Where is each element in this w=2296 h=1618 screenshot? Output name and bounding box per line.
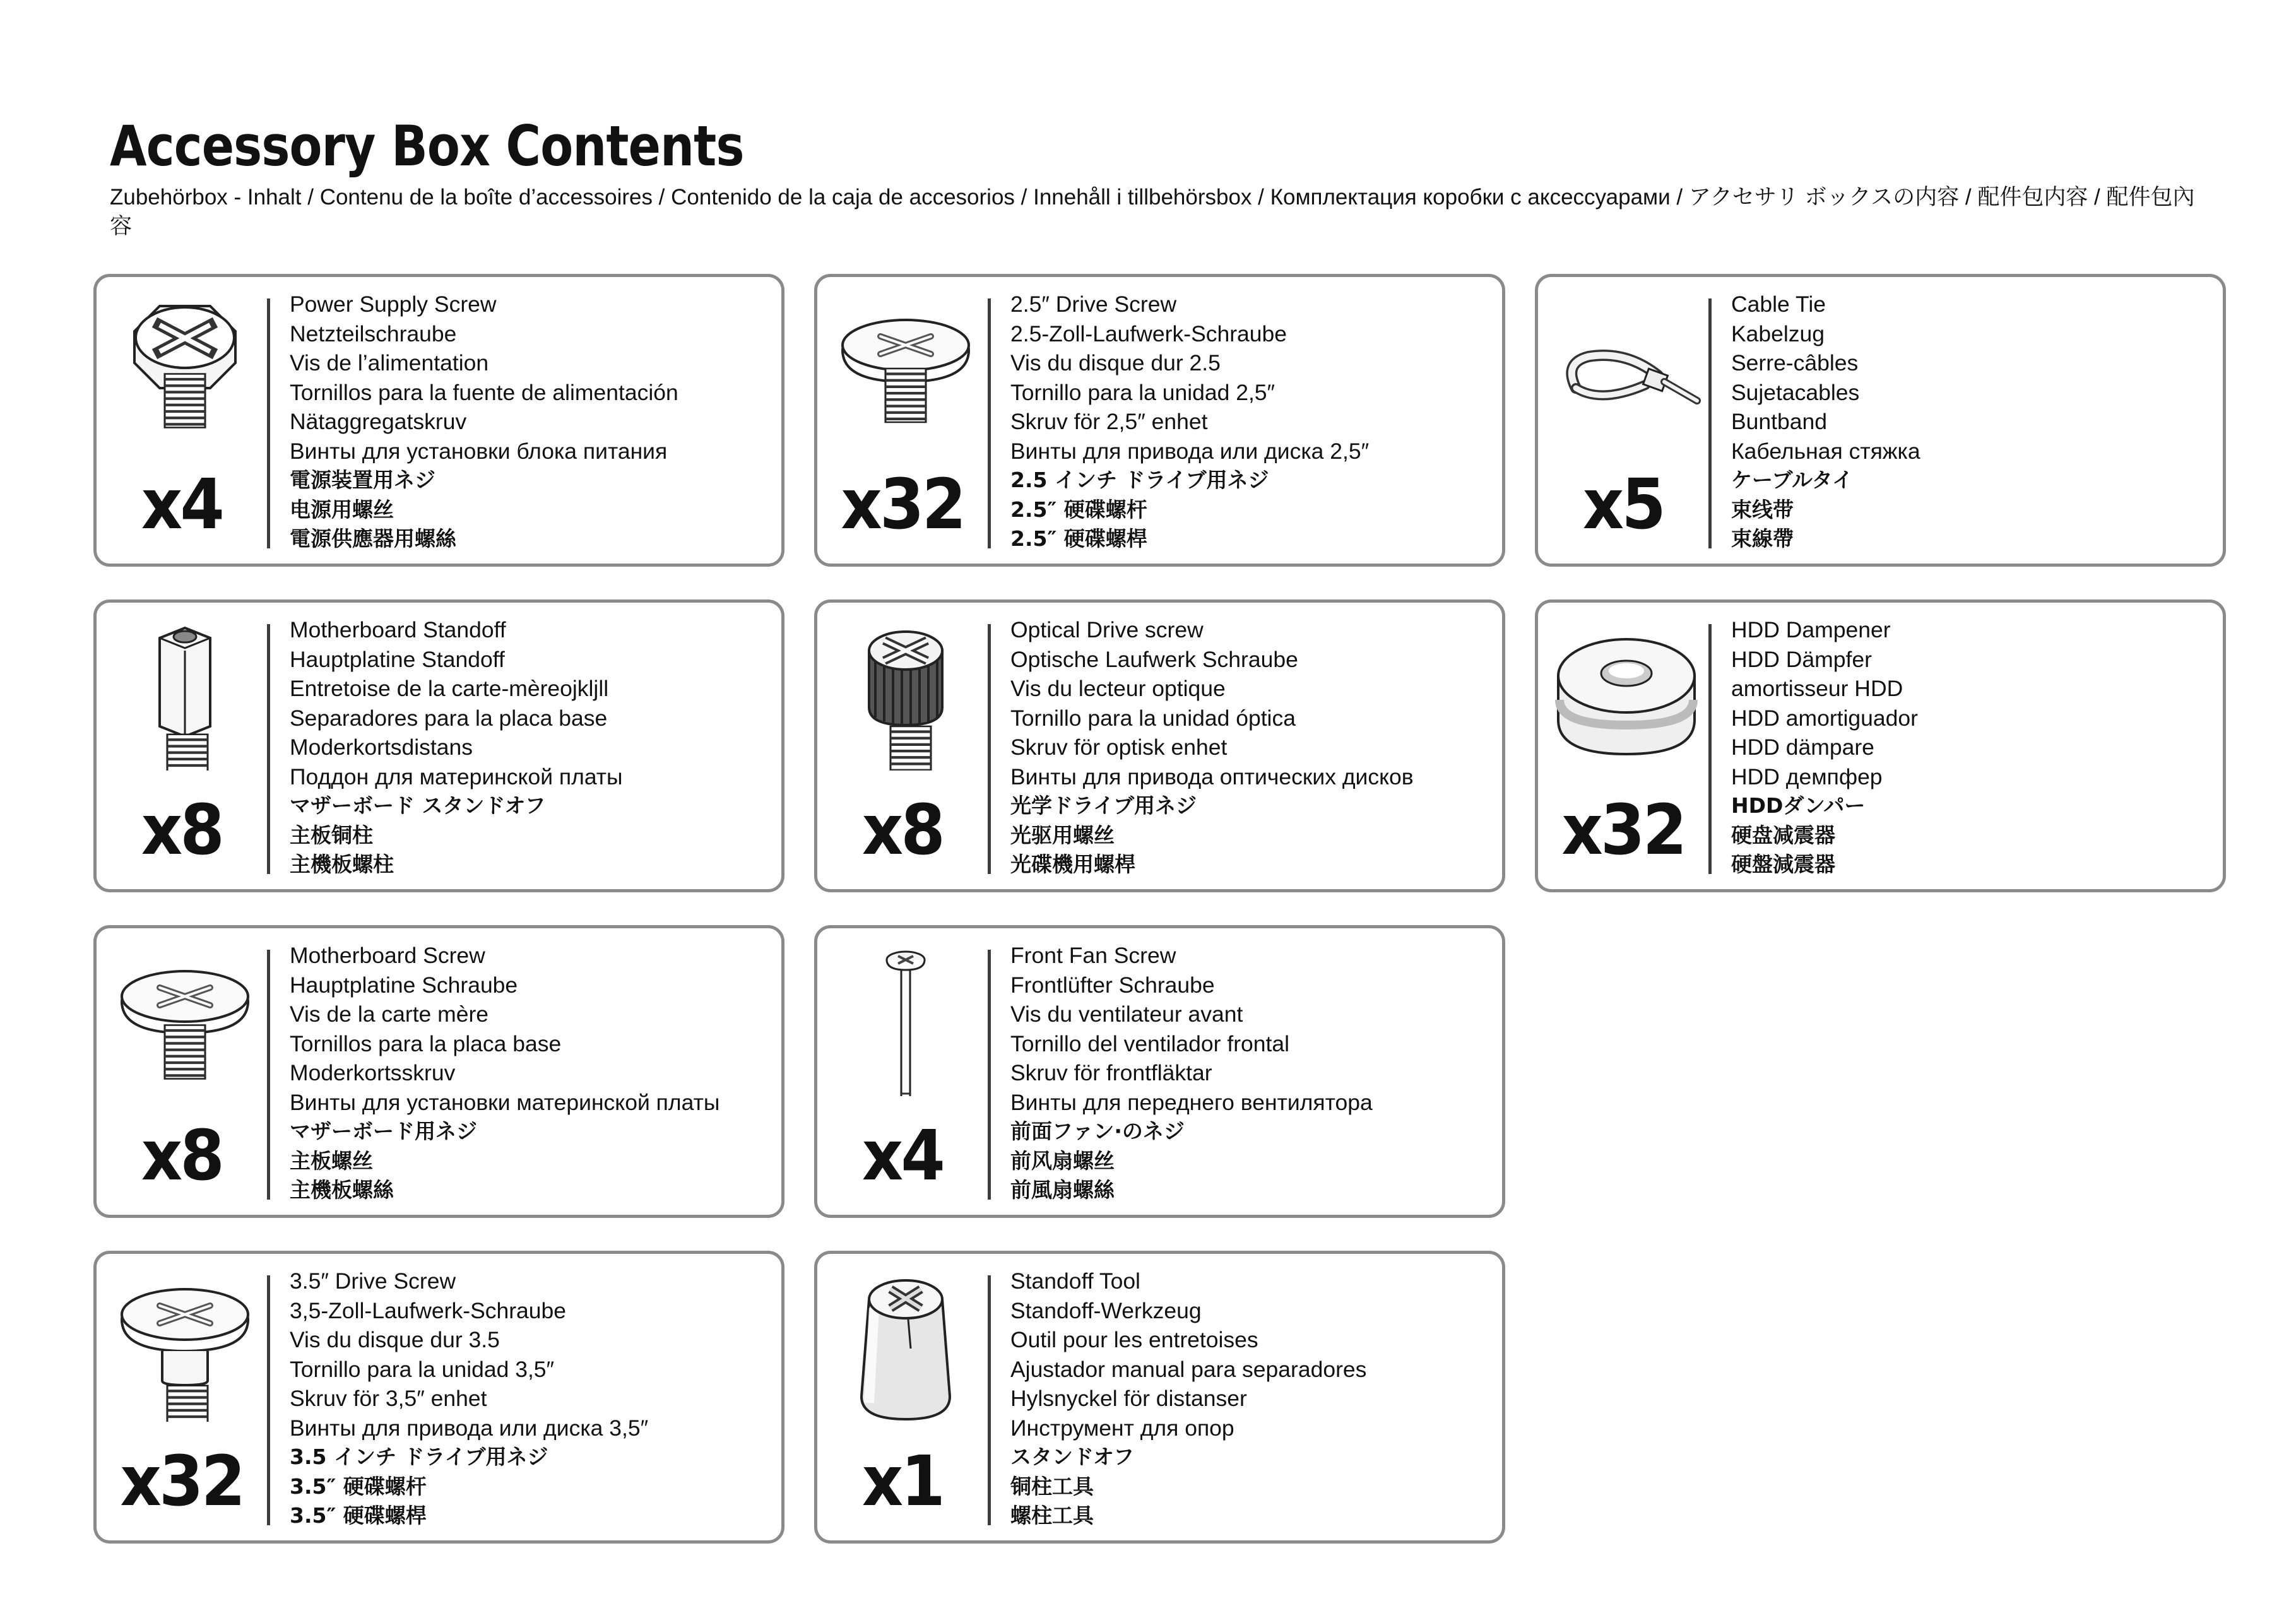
quantity: x32 [841,464,964,545]
name-de: Frontlüfter Schraube [1010,972,1215,998]
name-sv: Buntband [1731,409,1828,434]
page-subtitle: Zubehörbox - Inhalt / Contenu de la boîte d’accessoires / Contenido de la caja de accesorios / Innehåll i tillbehörsbox / Комплектация коробки с аксессуарами / アクセサリ ボックスの内容 / 配件包内容 / 配件包內容 [110,185,2195,239]
quantity: x4 [861,1115,944,1196]
name-fr: Vis de l’alimentation [290,350,489,375]
name-de: Hauptplatine Standoff [290,646,505,672]
name-sv: Skruv för frontfläktar [1010,1060,1212,1085]
power-supply-screw-icon [109,293,261,445]
name-de: 2.5-Zoll-Laufwerk-Schraube [1010,321,1287,346]
name-zh-cn: 电源用螺丝 [290,497,394,522]
name-en: Motherboard Standoff [290,617,506,642]
name-zh-tw: 主機板螺絲 [290,1178,394,1202]
name-de: Optische Laufwerk Schraube [1010,646,1298,672]
name-en: HDD Dampener [1731,617,1891,642]
name-ru: Инструмент для опор [1010,1415,1234,1441]
quantity: x4 [141,464,223,545]
name-list [290,1267,648,1531]
name-ja: マザーボード スタンドオフ [290,793,546,818]
name-en: 2.5″ Drive Screw [1010,292,1177,317]
name-list [290,290,678,554]
accessory-card [93,1251,784,1544]
name-es: Separadores para la placa base [290,705,608,731]
name-ja: HDDダンパー [1731,793,1866,818]
name-zh-cn: 2.5″ 硬碟螺杆 [1010,497,1147,522]
hdd-dampener-icon [1551,619,1702,771]
name-en: Power Supply Screw [290,292,497,317]
name-de: Kabelzug [1731,321,1825,346]
name-de: Hauptplatine Schraube [290,972,518,998]
name-ru: HDD демпфер [1731,764,1883,789]
name-es: Tornillo para la unidad 3,5″ [290,1356,555,1382]
name-ru: Винты для привода или диска 2,5″ [1010,438,1370,464]
name-list [1731,290,1920,554]
name-ja: ケーブルタイ [1731,468,1854,492]
name-fr: Vis de la carte mère [290,1001,489,1027]
name-en: Motherboard Screw [290,943,485,968]
name-zh-tw: 束線帶 [1731,526,1794,551]
accessory-card [1535,274,2226,567]
front-fan-screw-icon [830,945,981,1096]
name-zh-tw: 電源供應器用螺絲 [290,526,456,551]
name-fr: Outil pour les entretoises [1010,1327,1258,1352]
name-zh-cn: 光驱用螺丝 [1010,822,1115,847]
name-es: Tornillo para la unidad 2,5″ [1010,379,1275,405]
name-fr: Serre-câbles [1731,350,1859,375]
name-ja: 前面ファン·のネジ [1010,1119,1185,1143]
name-sv: Skruv för 2,5″ enhet [1010,409,1208,434]
name-zh-cn: 主板铜柱 [290,822,373,847]
name-ja: 3.5 インチ ドライブ用ネジ [290,1444,548,1469]
name-zh-tw: 光碟機用螺桿 [1010,852,1135,877]
accessory-card [93,599,784,892]
name-fr: Vis du disque dur 3.5 [290,1327,500,1352]
name-zh-tw: 硬盤減震器 [1731,852,1835,877]
name-sv: Nätaggregatskruv [290,409,467,434]
name-list [290,615,623,880]
drive-screw-2-5-icon [830,293,981,445]
name-list [1731,615,1918,880]
name-fr: Vis du lecteur optique [1010,676,1226,701]
name-de: 3,5-Zoll-Laufwerk-Schraube [290,1297,567,1323]
name-es: Sujetacables [1731,379,1860,405]
name-zh-tw: 主機板螺柱 [290,852,394,877]
name-ja: マザーボード用ネジ [290,1119,477,1143]
name-fr: Vis du disque dur 2.5 [1010,350,1221,375]
page-title: Accessory Box Contents [110,114,744,179]
name-zh-tw: 螺柱工具 [1010,1503,1094,1528]
drive-screw-3-5-icon [109,1270,261,1422]
name-zh-tw: 前風扇螺絲 [1010,1178,1115,1202]
name-de: HDD Dämpfer [1731,646,1872,672]
name-ja: 2.5 インチ ドライブ用ネジ [1010,468,1269,492]
name-es: Ajustador manual para separadores [1010,1356,1367,1382]
name-list [1010,941,1373,1205]
accessory-card [814,925,1505,1218]
name-ja: 電源装置用ネジ [290,468,435,492]
name-de: Standoff-Werkzeug [1010,1297,1202,1323]
name-ru: Винты для привода оптических дисков [1010,764,1414,789]
motherboard-standoff-icon [109,619,261,771]
name-zh-cn: 硬盘减震器 [1731,822,1835,847]
motherboard-screw-icon [109,945,261,1096]
name-sv: HDD dämpare [1731,735,1874,760]
name-zh-cn: 束线带 [1731,497,1794,522]
name-es: Tornillos para la fuente de alimentación [290,379,678,405]
quantity: x8 [141,789,223,870]
name-es: HDD amortiguador [1731,705,1918,731]
name-en: Standoff Tool [1010,1268,1140,1294]
accessory-card [814,599,1505,892]
accessory-card [814,274,1505,567]
quantity: x8 [861,789,944,870]
name-sv: Skruv för 3,5″ enhet [290,1386,487,1411]
name-ru: Винты для установки блока питания [290,438,668,464]
name-zh-tw: 3.5″ 硬碟螺桿 [290,1503,427,1528]
name-ru: Винты для привода или диска 3,5″ [290,1415,649,1441]
name-es: Tornillo para la unidad óptica [1010,705,1296,731]
name-list [1010,1267,1366,1531]
accessory-card [1535,599,2226,892]
name-en: Front Fan Screw [1010,943,1176,968]
name-sv: Skruv för optisk enhet [1010,735,1228,760]
name-zh-cn: 3.5″ 硬碟螺杆 [290,1473,427,1499]
name-ru: Кабельная стяжка [1731,438,1920,464]
standoff-tool-icon [830,1270,981,1422]
name-sv: Hylsnyckel för distanser [1010,1386,1247,1411]
accessory-card [93,274,784,567]
name-ru: Винты для переднего вентилятора [1010,1089,1373,1115]
optical-drive-screw-icon [830,619,981,771]
name-ru: Поддон для материнской платы [290,764,623,789]
quantity: x32 [120,1441,244,1521]
name-zh-cn: 主板螺丝 [290,1148,373,1173]
quantity: x32 [1561,789,1685,870]
accessory-card [814,1251,1505,1544]
accessory-card [93,925,784,1218]
name-sv: Moderkortsskruv [290,1060,456,1085]
name-fr: Entretoise de la carte-mèreojkljll [290,676,609,701]
quantity: x1 [861,1441,944,1521]
name-fr: Vis du ventilateur avant [1010,1001,1243,1027]
name-es: Tornillos para la placa base [290,1030,562,1056]
name-en: 3.5″ Drive Screw [290,1268,456,1294]
name-list [290,941,719,1205]
name-zh-cn: 前风扇螺丝 [1010,1148,1115,1173]
name-ru: Винты для установки материнской платы [290,1089,720,1115]
name-en: Optical Drive screw [1010,617,1204,642]
name-list [1010,290,1369,554]
name-sv: Moderkortsdistans [290,735,473,760]
name-en: Cable Tie [1731,292,1826,317]
name-es: Tornillo del ventilador frontal [1010,1030,1290,1056]
name-ja: 光学ドライブ用ネジ [1010,793,1197,818]
name-fr: amortisseur HDD [1731,676,1903,701]
quantity: x8 [141,1115,223,1196]
name-de: Netzteilschraube [290,321,457,346]
name-ja: スタンドオフ [1010,1444,1135,1469]
quantity: x5 [1582,464,1664,545]
name-zh-tw: 2.5″ 硬碟螺桿 [1010,526,1147,551]
name-zh-cn: 铜柱工具 [1010,1473,1094,1499]
name-list [1010,615,1414,880]
cable-tie-icon [1551,293,1702,445]
